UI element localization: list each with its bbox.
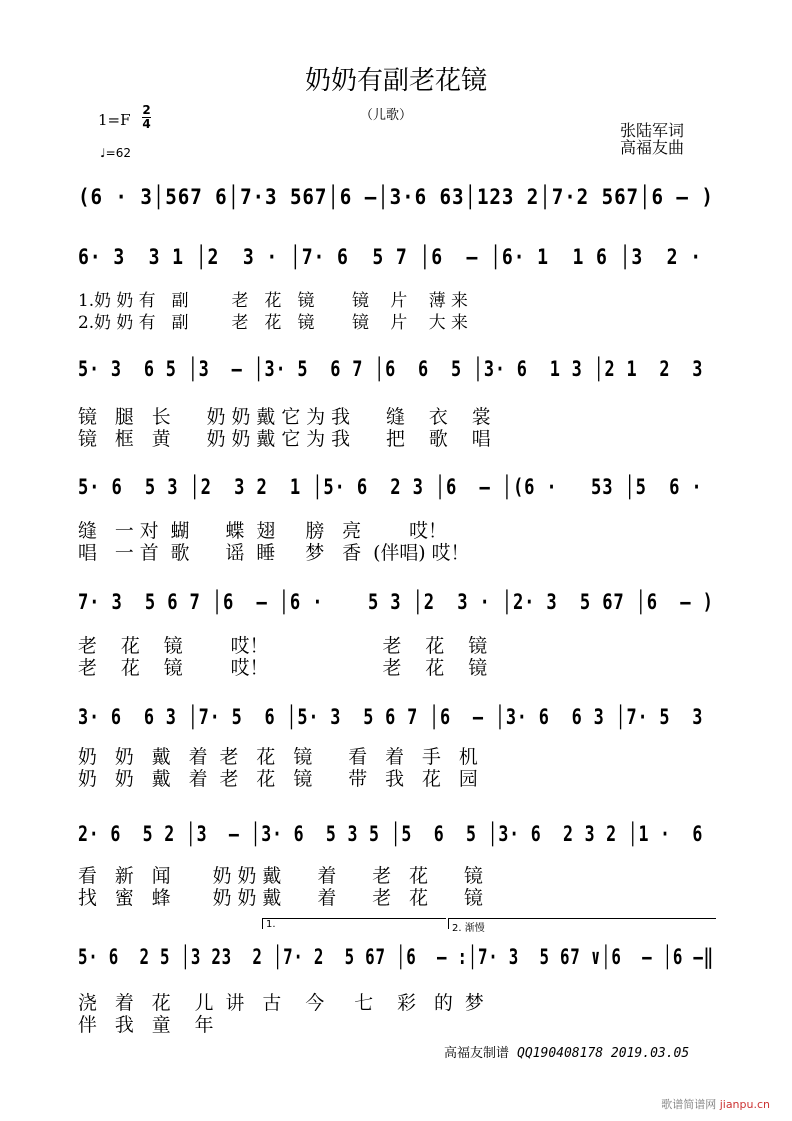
notes-row-1: (6 · 3│567 6│7·3 567│6 –│3·6 63│123 2│7·2 567│6 – ) [78,185,714,209]
notes-row-4: 5· 6 5 3 │2 3 2 1 │5· 6 2 3 │6 – │(6 · 53 │5 6 · [78,475,714,499]
lyrics-row-8-verse-1: 浇 着 花 儿 讲 古 今 七 彩 的 梦 [78,992,484,1014]
lyrics-row-3-verse-1: 镜 腿 长 奶 奶 戴 它 为 我 缝 衣 裳 [78,406,491,428]
lyricist: 张陆军词 [620,121,685,140]
lyrics-row-2-verse-1: 1.奶 奶 有 副 老 花 镜 镜 片 薄 来 [78,291,468,311]
time-signature [142,104,151,131]
volta-first-ending: 1. [262,918,446,929]
song-subtitle: （儿歌） [360,108,413,123]
notes-row-6: 3· 6 6 3 │7· 5 6 │5· 3 5 6 7 │6 – │3· 6 6 3 │7· 5 3 [78,705,715,729]
footer-credit [444,1042,689,1061]
lyrics-row-3-verse-2: 镜 框 黄 奶 奶 戴 它 为 我 把 歌 唱 [78,428,491,450]
notes-row-5: 7· 3 5 6 7 │6 – │6 · 5 3 │2 3 · │2· 3 5 67 │6 – ) [78,590,714,614]
notes-row-3: 5· 3 6 5 │3 – │3· 5 6 7 │6 6 5 │3· 6 1 3 │2 1 2 3 [78,357,715,381]
time-sig-bottom: 4 [142,117,151,131]
composer: 高福友曲 [620,138,685,157]
volta-second-ending: 2. 渐慢 [448,918,716,929]
lyrics-row-7-verse-1: 看 新 闻 奶 奶 戴 着 老 花 镜 [78,865,483,887]
lyrics-row-6-verse-1: 奶 奶 戴 着 老 花 镜 看 着 手 机 [78,746,478,768]
footer-info: QQ190408178 2019.03.05 [517,1046,690,1061]
lyrics-row-5-verse-1: 老 花 镜 哎！ 老 花 镜 [78,635,488,657]
lyrics-row-8-verse-2: 伴 我 童 年 [78,1014,214,1036]
notes-row-2: 6· 3 3 1 │2 3 · │7· 6 5 7 │6 – │6· 1 1 6 │3 2 · [78,245,714,269]
song-title: 奶奶有副老花镜 [304,66,487,96]
lyrics-row-7-verse-2: 找 蜜 蜂 奶 奶 戴 着 老 花 镜 [78,887,483,909]
footer-maker: 高福友制谱 [444,1046,510,1061]
lyrics-row-2-verse-2: 2.奶 奶 有 副 老 花 镜 镜 片 大 来 [78,313,468,333]
lyrics-row-6-verse-2: 奶 奶 戴 着 老 花 镜 带 我 花 园 [78,768,478,790]
lyrics-row-4-verse-2: 唱 一 首 歌 谣 睡 梦 香 (伴唱) 哎！ [78,542,470,564]
watermark [661,1096,770,1112]
key-signature: 1=F [98,111,131,129]
lyrics-row-5-verse-2: 老 花 镜 哎！ 老 花 镜 [78,657,488,679]
tempo-mark: ♩=62 [100,146,131,160]
notes-row-8: 5· 6 2 5 │3 23 2 │7· 2 5 67 │6 – :│7· 3 5 67 ∨│6 – │6 –‖ [78,945,714,969]
watermark-text: 歌谱简谱网 [661,1098,717,1111]
lyrics-row-4-verse-1: 缝 一 对 蝴 蝶 翅 膀 亮 哎！ [78,520,447,542]
notes-row-7: 2· 6 5 2 │3 – │3· 6 5 3 5 │5 6 5 │3· 6 2 3 2 │1 · 6 [78,822,714,846]
time-sig-top: 2 [142,103,151,117]
watermark-url: jianpu.cn [719,1098,770,1111]
